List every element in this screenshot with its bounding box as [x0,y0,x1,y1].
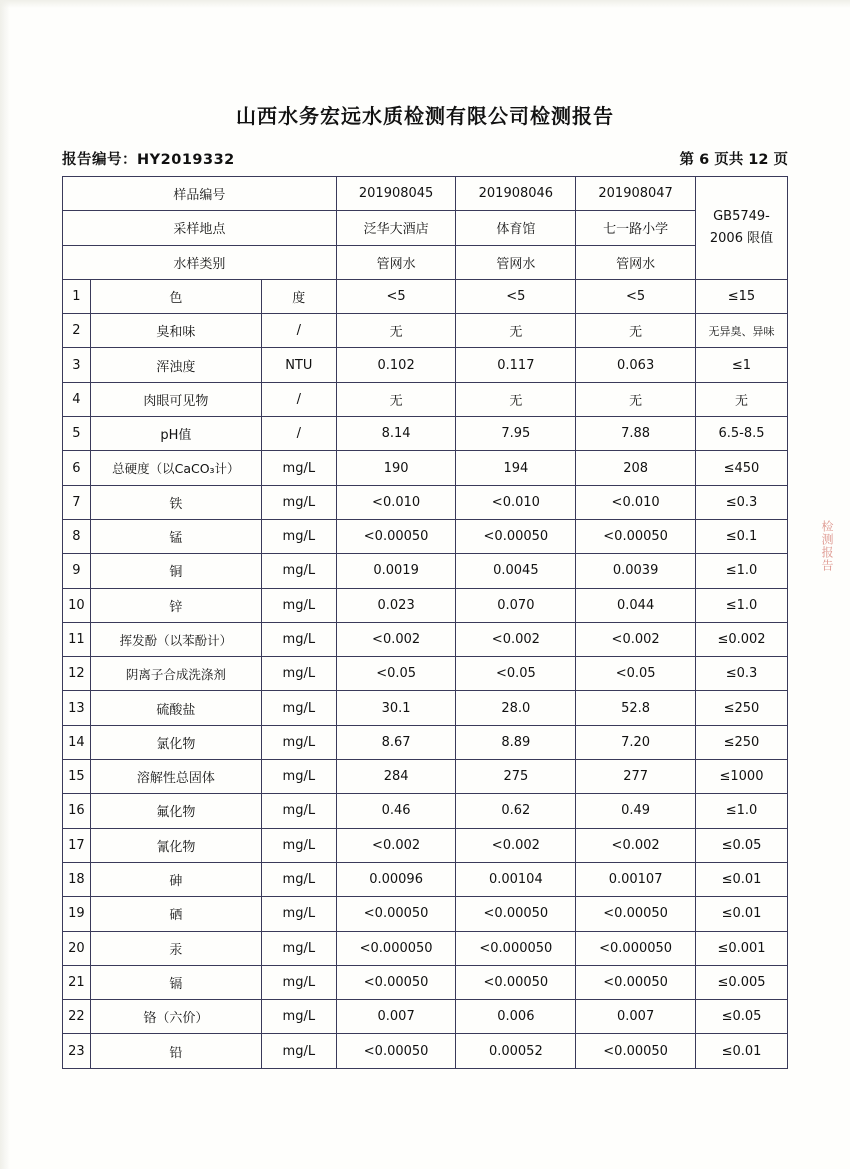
table-row [63,348,788,382]
row-value-2: <0.010 [456,485,576,519]
row-unit: mg/L [261,1034,336,1068]
row-value-1: <5 [336,279,456,313]
table-row [63,1000,788,1034]
table-row [63,588,788,622]
header-sample-no-3: 201908047 [576,177,696,211]
row-unit: mg/L [261,760,336,794]
table-row [63,725,788,759]
row-index: 3 [63,348,91,382]
row-limit: ≤0.002 [695,622,787,656]
row-index: 20 [63,931,91,965]
row-value-2: <0.002 [456,828,576,862]
row-limit: ≤0.005 [695,965,787,999]
row-limit: ≤1000 [695,760,787,794]
row-value-1: <0.002 [336,622,456,656]
row-limit: ≤1 [695,348,787,382]
row-parameter: 汞 [90,931,261,965]
side-stamp-mark: 检测报告 [820,520,834,572]
row-index: 21 [63,965,91,999]
row-limit: ≤0.3 [695,657,787,691]
header-site-1: 泛华大酒店 [336,211,456,245]
row-unit: mg/L [261,725,336,759]
row-limit: 6.5-8.5 [695,417,787,451]
row-value-3: 无 [576,314,696,348]
row-value-3: 0.007 [576,1000,696,1034]
row-value-2: 0.006 [456,1000,576,1034]
row-value-2: 0.00052 [456,1034,576,1068]
row-value-3: <0.00050 [576,897,696,931]
header-sample-no-label: 样品编号 [63,177,337,211]
row-unit: / [261,417,336,451]
header-sample-no-1: 201908045 [336,177,456,211]
row-value-2: <0.000050 [456,931,576,965]
row-unit: mg/L [261,622,336,656]
row-unit: / [261,314,336,348]
row-unit: mg/L [261,862,336,896]
row-value-3: 0.044 [576,588,696,622]
row-value-2: 7.95 [456,417,576,451]
row-index: 9 [63,554,91,588]
row-parameter: 锌 [90,588,261,622]
row-value-1: <0.010 [336,485,456,519]
row-limit: 无 [695,382,787,416]
row-index: 14 [63,725,91,759]
row-value-3: <5 [576,279,696,313]
row-unit: mg/L [261,897,336,931]
row-value-2: 8.89 [456,725,576,759]
row-parameter: 硒 [90,897,261,931]
row-limit: ≤0.01 [695,897,787,931]
table-row [63,862,788,896]
row-value-1: 无 [336,314,456,348]
row-value-1: <0.00050 [336,897,456,931]
table-row [63,931,788,965]
row-unit: NTU [261,348,336,382]
row-index: 17 [63,828,91,862]
row-limit: ≤0.05 [695,1000,787,1034]
header-sample-no-2: 201908046 [456,177,576,211]
header-row-type [63,245,788,279]
row-value-3: 7.88 [576,417,696,451]
row-index: 12 [63,657,91,691]
table-row [63,897,788,931]
row-value-2: 0.00104 [456,862,576,896]
table-body [63,177,788,1069]
row-index: 5 [63,417,91,451]
row-value-1: 284 [336,760,456,794]
row-unit: mg/L [261,485,336,519]
row-value-1: 无 [336,382,456,416]
row-value-3: 7.20 [576,725,696,759]
row-value-3: 0.00107 [576,862,696,896]
row-value-3: 0.49 [576,794,696,828]
row-value-3: <0.00050 [576,1034,696,1068]
row-value-1: 0.46 [336,794,456,828]
row-parameter: 氟化物 [90,794,261,828]
header-type-1: 管网水 [336,245,456,279]
row-unit: mg/L [261,519,336,553]
row-unit: mg/L [261,554,336,588]
row-value-1: <0.000050 [336,931,456,965]
row-value-3: 52.8 [576,691,696,725]
scan-edge-left [0,0,10,1169]
row-unit: 度 [261,279,336,313]
row-parameter: 氰化物 [90,828,261,862]
table-row [63,279,788,313]
row-limit: ≤250 [695,691,787,725]
row-value-1: 0.007 [336,1000,456,1034]
table-row [63,485,788,519]
row-value-2: <5 [456,279,576,313]
row-index: 10 [63,588,91,622]
row-value-2: <0.00050 [456,519,576,553]
row-value-3: 277 [576,760,696,794]
row-limit: ≤0.01 [695,862,787,896]
row-limit: ≤450 [695,451,787,485]
row-parameter: 溶解性总固体 [90,760,261,794]
row-parameter: 臭和味 [90,314,261,348]
row-value-3: 208 [576,451,696,485]
row-index: 23 [63,1034,91,1068]
row-limit: ≤15 [695,279,787,313]
row-value-3: <0.000050 [576,931,696,965]
table-row [63,451,788,485]
row-parameter: 锰 [90,519,261,553]
row-index: 2 [63,314,91,348]
row-value-3: <0.002 [576,828,696,862]
row-unit: mg/L [261,657,336,691]
row-unit: mg/L [261,1000,336,1034]
row-parameter: 色 [90,279,261,313]
row-parameter: 挥发酚（以苯酚计） [90,622,261,656]
row-limit: 无异臭、异味 [695,314,787,348]
row-value-1: 8.14 [336,417,456,451]
row-parameter: 总硬度（以CaCO₃计） [90,451,261,485]
header-site-2: 体育馆 [456,211,576,245]
table-row [63,382,788,416]
row-value-3: <0.05 [576,657,696,691]
row-value-1: 30.1 [336,691,456,725]
row-unit: mg/L [261,588,336,622]
row-index: 22 [63,1000,91,1034]
standard-line-1: GB5749- [713,208,770,224]
row-limit: ≤1.0 [695,794,787,828]
row-index: 18 [63,862,91,896]
row-value-2: 0.0045 [456,554,576,588]
row-value-3: 0.0039 [576,554,696,588]
table-row [63,554,788,588]
table-row [63,314,788,348]
table-row [63,691,788,725]
row-index: 13 [63,691,91,725]
row-unit: mg/L [261,691,336,725]
row-unit: mg/L [261,794,336,828]
header-type-label: 水样类别 [63,245,337,279]
row-limit: ≤0.1 [695,519,787,553]
row-value-2: 194 [456,451,576,485]
row-value-1: <0.00050 [336,1034,456,1068]
row-parameter: 铅 [90,1034,261,1068]
row-index: 19 [63,897,91,931]
row-index: 1 [63,279,91,313]
row-parameter: 铬（六价） [90,1000,261,1034]
row-limit: ≤250 [695,725,787,759]
row-index: 15 [63,760,91,794]
table-row [63,622,788,656]
row-value-2: 无 [456,382,576,416]
row-value-2: 0.117 [456,348,576,382]
row-limit: ≤0.3 [695,485,787,519]
row-value-3: <0.00050 [576,519,696,553]
row-value-2: <0.00050 [456,897,576,931]
row-value-1: 0.00096 [336,862,456,896]
table-row [63,417,788,451]
header-type-3: 管网水 [576,245,696,279]
row-value-1: 8.67 [336,725,456,759]
table-row [63,657,788,691]
scan-edge-top [0,0,850,8]
row-value-2: <0.002 [456,622,576,656]
table-row [63,519,788,553]
row-value-2: 无 [456,314,576,348]
page-title: 山西水务宏远水质检测有限公司检测报告 [236,104,614,128]
row-unit: mg/L [261,965,336,999]
row-value-2: <0.00050 [456,965,576,999]
row-parameter: 铁 [90,485,261,519]
row-parameter: 硫酸盐 [90,691,261,725]
row-value-1: <0.00050 [336,965,456,999]
row-parameter: 砷 [90,862,261,896]
table-row [63,760,788,794]
row-value-2: 0.62 [456,794,576,828]
row-unit: / [261,382,336,416]
row-value-3: <0.00050 [576,965,696,999]
row-index: 7 [63,485,91,519]
header-row-site [63,211,788,245]
header-type-2: 管网水 [456,245,576,279]
header-row-sample-no [63,177,788,211]
table-row [63,965,788,999]
row-value-3: 无 [576,382,696,416]
row-unit: mg/L [261,828,336,862]
row-value-3: 0.063 [576,348,696,382]
row-index: 8 [63,519,91,553]
row-limit: ≤0.05 [695,828,787,862]
standard-line-2: 2006 限值 [709,230,774,246]
report-meta [62,148,788,169]
table-row [63,794,788,828]
row-index: 4 [63,382,91,416]
row-index: 6 [63,451,91,485]
row-unit: mg/L [261,451,336,485]
row-value-2: 275 [456,760,576,794]
row-value-3: <0.010 [576,485,696,519]
row-value-1: <0.05 [336,657,456,691]
row-parameter: pH值 [90,417,261,451]
row-parameter: 阴离子合成洗涤剂 [90,657,261,691]
row-parameter: 肉眼可见物 [90,382,261,416]
row-value-1: 0.023 [336,588,456,622]
row-limit: ≤1.0 [695,554,787,588]
row-value-1: <0.002 [336,828,456,862]
row-limit: ≤0.01 [695,1034,787,1068]
row-value-1: <0.00050 [336,519,456,553]
table-row [63,1034,788,1068]
row-value-1: 0.102 [336,348,456,382]
header-site-3: 七一路小学 [576,211,696,245]
row-value-2: 28.0 [456,691,576,725]
row-limit: ≤1.0 [695,588,787,622]
report-number: 报告编号：HY2019332 [62,152,235,168]
row-parameter: 镉 [90,965,261,999]
page-number: 第 6 页共 12 页 [679,152,788,168]
standard-limit-header [695,177,787,280]
row-parameter: 浑浊度 [90,348,261,382]
table-row [63,828,788,862]
row-unit: mg/L [261,931,336,965]
row-value-3: <0.002 [576,622,696,656]
header-site-label: 采样地点 [63,211,337,245]
row-limit: ≤0.001 [695,931,787,965]
row-index: 16 [63,794,91,828]
row-value-2: <0.05 [456,657,576,691]
row-parameter: 铜 [90,554,261,588]
test-results-table [62,176,788,1069]
row-value-1: 190 [336,451,456,485]
row-parameter: 氯化物 [90,725,261,759]
row-value-2: 0.070 [456,588,576,622]
row-value-1: 0.0019 [336,554,456,588]
row-index: 11 [63,622,91,656]
